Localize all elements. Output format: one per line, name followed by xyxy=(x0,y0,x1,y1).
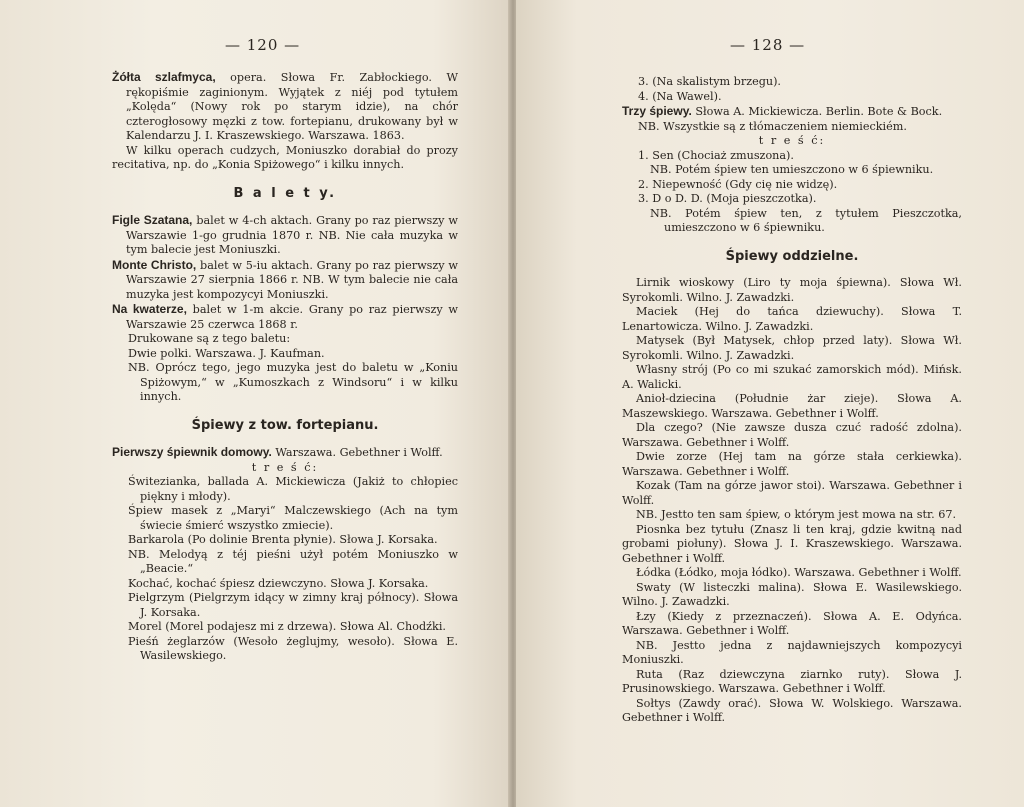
list-item: Lirnik wioskowy (Liro ty moja śpiewna). Słowa Wł. Syrokomli. Wilno. J. Zawadzki. xyxy=(622,276,962,304)
list-item: 3. D o D. D. (Moja pieszczotka). xyxy=(638,192,817,205)
list-item: NB. Melodyą z téj pieśni użył potém Moniuszko w „Beacie.“ xyxy=(128,547,458,575)
list-item: Morel (Morel podajesz mi z drzewa). Słowa Al. Chodźki. xyxy=(128,620,446,633)
list-item: NB. Jestto ten sam śpiew, o którym jest mowa na str. 67. xyxy=(636,508,957,521)
entry-title: Żółta szlafmyca, xyxy=(112,70,216,84)
entry-text: balet w 5-iu aktach. Grany po raz pierwszy w Warszawie 27 sierpnia 1866 r. NB. W tym balecie nie cała muzyka jest kompozycyi Moniuszki. xyxy=(126,258,458,301)
list-item: 3. (Na skalistym brzegu). xyxy=(638,75,781,88)
nb-line: NB. Wszystkie są z tłómaczeniem niemieckiém. xyxy=(638,119,907,133)
entry-title: Monte Christo, xyxy=(112,257,197,272)
list-item: NB. Jestto jedna z najdawniejszych kompozycyi Moniuszki. xyxy=(622,638,962,666)
entry-spiewnik xyxy=(112,445,458,461)
heading-spiewy-fortepian: Śpiewy z tow. fortepianu. xyxy=(191,417,379,433)
entry-na-kwaterze xyxy=(112,302,458,332)
list-item: Kozak (Tam na górze jawor stoi). Warszawa. Gebethner i Wolff. xyxy=(622,479,962,507)
list-item: Ruta (Raz dziewczyna ziarnko ruty). Słowa J. Prusinowskiego. Warszawa. Gebethner i Wolff. xyxy=(622,667,962,695)
entry-text: Warszawa. Gebethner i Wolff. xyxy=(271,446,443,459)
right-column xyxy=(622,75,962,726)
list-item: 2. Niepewność (Gdy cię nie widzę). xyxy=(638,177,838,191)
heading-balety: B a l e t y. xyxy=(233,185,337,201)
entry-recitativa xyxy=(112,144,458,173)
entry-figle-szatana xyxy=(112,213,458,258)
druk-item: Dwie polki. Warszawa. J. Kaufman. xyxy=(128,346,325,360)
entry-title: Na kwaterze, xyxy=(112,302,187,316)
list-item: Dwie zorze (Hej tam na górze stała cerkiewka). Warszawa. Gebethner i Wolff. xyxy=(622,450,962,478)
list-item: 4. (Na Wawel). xyxy=(638,89,722,103)
entry-text: opera. Słowa Fr. Zabłockiego. W rękopiśmie zaginionym. Wyjątek z niéj pod tytułem „Kolęda“ (Nowy rok po starym idzie), na chór czterogłosowy męzki z tow. fortepianu, drukowany był w Kalendarzu J. I. Kraszewskiego. Warszawa. 1863. xyxy=(126,71,458,142)
list-item: Swaty (W listeczki malina). Słowa E. Wasilewskiego. Wilno. J. Zawadzki. xyxy=(622,580,962,608)
page-number-left: — 120 — xyxy=(225,36,301,54)
list-item: Barkarola (Po dolinie Brenta płynie). Słowa J. Korsaka. xyxy=(128,533,438,546)
entry-zolta-szlafmyca xyxy=(112,70,458,144)
entry-monte-christo xyxy=(112,258,458,303)
entry-text: Słowa A. Mickiewicza. Berlin. Bote & Bock. xyxy=(691,105,943,118)
list-item: Sołtys (Zawdy orać). Słowa W. Wolskiego. Warszawa. Gebethner i Wolff. xyxy=(622,696,962,724)
entry-text: W kilku operach cudzych, Moniuszko dorabiał do prozy recitativa, np. do „Konia Spiżowego“ i kilku innych. xyxy=(112,143,458,171)
entry-text: balet w 4-ch aktach. Grany po raz pierwszy w Warszawie 1-go grudnia 1870 r. NB. Nie cała muzyka w tym balecie jest Moniuszki. xyxy=(126,214,458,256)
list-item: Piosnka bez tytułu (Znasz li ten kraj, gdzie kwitną nad grobami piołuny). Słowa J. I. Kraszewskiego. Warszawa. Gebethner i Wolff. xyxy=(622,522,962,565)
list-item: Anioł-dziecina (Południe żar zieje). Słowa A. Maszewskiego. Warszawa. Gebethner i Wolff. xyxy=(622,392,962,420)
tresc-label: t r e ś ć: xyxy=(251,460,319,474)
entry-trzy-spiewy xyxy=(622,104,962,120)
list-item: NB. Potém śpiew ten, z tytułem Pieszczotka, umieszczono w 6 śpiewniku. xyxy=(650,206,962,234)
list-item: NB. Potém śpiew ten umieszczono w 6 śpiewniku. xyxy=(650,163,934,176)
entry-text: balet w 1-m akcie. Grany po raz pierwszy w Warszawie 25 czerwca 1868 r. xyxy=(126,303,458,331)
list-item: Kochać, kochać śpiesz dziewczyno. Słowa J. Korsaka. xyxy=(128,576,429,590)
list-item: Maciek (Hej do tańca dziewuchy). Słowa T. Lenartowicza. Wilno. J. Zawadzki. xyxy=(622,305,962,333)
list-item: Łzy (Kiedy z przeznaczeń). Słowa A. E. Odyńca. Warszawa. Gebethner i Wolff. xyxy=(622,609,962,637)
entry-title: Figle Szatana, xyxy=(112,213,193,227)
list-item: Pieśń żeglarzów (Wesoło żeglujmy, wesoło). Słowa E. Wasilewskiego. xyxy=(128,634,458,662)
list-item: Dla czego? (Nie zawsze dusza czuć radość zdolna). Warszawa. Gebethner i Wolff. xyxy=(622,421,962,449)
page-number-right: — 128 — xyxy=(730,36,806,54)
list-item: Własny strój (Po co mi szukać zamorskich mód). Mińsk. A. Walicki. xyxy=(622,363,962,391)
entry-title: Trzy śpiewy. xyxy=(622,104,692,118)
right-page xyxy=(516,0,1024,807)
left-column xyxy=(112,70,458,664)
druk-line: Drukowane są z tego baletu: xyxy=(128,332,291,345)
nb-line: NB. Oprócz tego, jego muzyka jest do baletu w „Koniu Spiżowym,“ w „Kumoszkach z Windsoru“ i w kilku innych. xyxy=(128,361,458,403)
tresc-label: t r e ś ć: xyxy=(758,134,826,147)
heading-spiewy-oddzielne: Śpiewy oddzielne. xyxy=(725,248,859,264)
list-item: Matysek (Był Matysek, chłop przed laty). Słowa Wł. Syrokomli. Wilno. J. Zawadzki. xyxy=(622,334,962,362)
left-page xyxy=(0,0,510,807)
list-item: Śpiew masek z „Maryi“ Malczewskiego (Ach na tym świecie śmierć wszystko zmiecie). xyxy=(128,504,458,532)
entry-title: Pierwszy śpiewnik domowy. xyxy=(112,445,272,459)
list-item: Świtezianka, ballada A. Mickiewicza (Jakiż to chłopiec piękny i młody). xyxy=(128,475,458,503)
list-item: Łódka (Łódko, moja łódko). Warszawa. Gebethner i Wolff. xyxy=(636,566,962,579)
list-item: Pielgrzym (Pielgrzym idący w zimny kraj północy). Słowa J. Korsaka. xyxy=(128,591,458,619)
list-item: 1. Sen (Chociaż zmuszona). xyxy=(638,148,794,162)
